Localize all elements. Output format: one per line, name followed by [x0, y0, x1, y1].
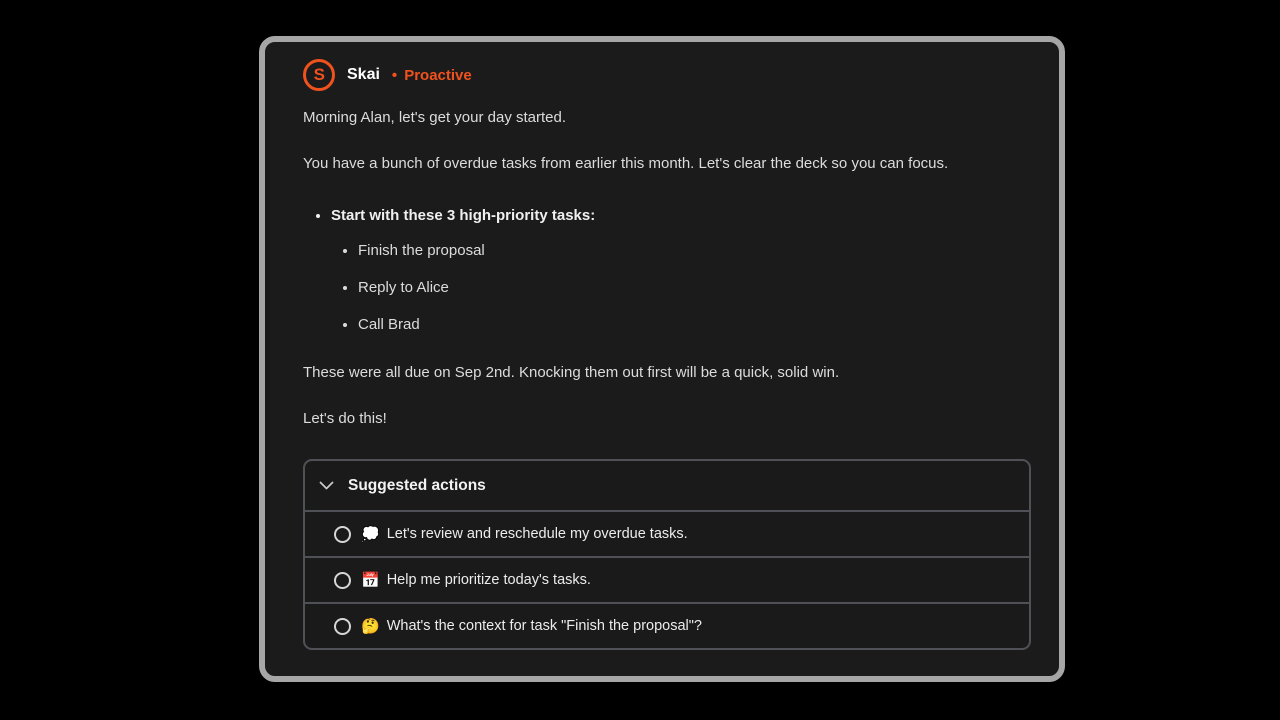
- radio-button-icon[interactable]: [334, 526, 351, 543]
- chat-message: [265, 42, 1059, 650]
- suggested-action-label: Help me prioritize today's tasks.: [386, 572, 591, 588]
- suggested-action-row[interactable]: [305, 556, 1029, 602]
- mode-badge: [392, 67, 472, 84]
- closing-text: Let's do this!: [303, 410, 387, 427]
- thinking-face-icon: 🤔: [361, 617, 380, 635]
- skai-logo-icon: S: [303, 59, 335, 91]
- radio-button-icon[interactable]: [334, 572, 351, 589]
- priority-list: [303, 203, 1031, 336]
- suggested-action-row[interactable]: [305, 510, 1029, 556]
- message-header: [303, 59, 1031, 91]
- suggested-actions-header[interactable]: [305, 461, 1029, 510]
- app-name: Skai: [347, 66, 380, 83]
- task-item: • Reply to Alice: [358, 277, 1031, 299]
- followup-text: These were all due on Sep 2nd. Knocking them out first will be a quick, solid win.: [303, 364, 840, 381]
- suggested-action-row[interactable]: [305, 602, 1029, 648]
- greeting-text: Morning Alan, let's get your day started.: [303, 109, 567, 126]
- intro-text: You have a bunch of overdue tasks from earlier this month. Let's clear the deck so you can focus.: [303, 155, 949, 172]
- task-sublist: [331, 240, 1031, 336]
- mode-label: Proactive: [404, 66, 472, 84]
- priority-list-heading-text: Start with these 3 high-priority tasks:: [331, 207, 596, 224]
- priority-list-heading: [331, 203, 1031, 336]
- bullet-separator: •: [391, 66, 398, 84]
- suggested-actions-panel: [303, 459, 1031, 650]
- suggested-action-label: Let's review and reschedule my overdue tasks.: [386, 526, 688, 542]
- calendar-icon: 📅: [361, 571, 380, 589]
- suggested-actions-title: Suggested actions: [348, 476, 486, 494]
- assistant-window: [259, 36, 1065, 682]
- chevron-down-icon: [319, 481, 334, 490]
- task-item: • Finish the proposal: [358, 240, 1031, 262]
- suggested-action-label: What's the context for task "Finish the proposal"?: [386, 618, 702, 634]
- task-item: • Call Brad: [358, 314, 1031, 336]
- thought-balloon-icon: 💭: [361, 525, 380, 543]
- radio-button-icon[interactable]: [334, 618, 351, 635]
